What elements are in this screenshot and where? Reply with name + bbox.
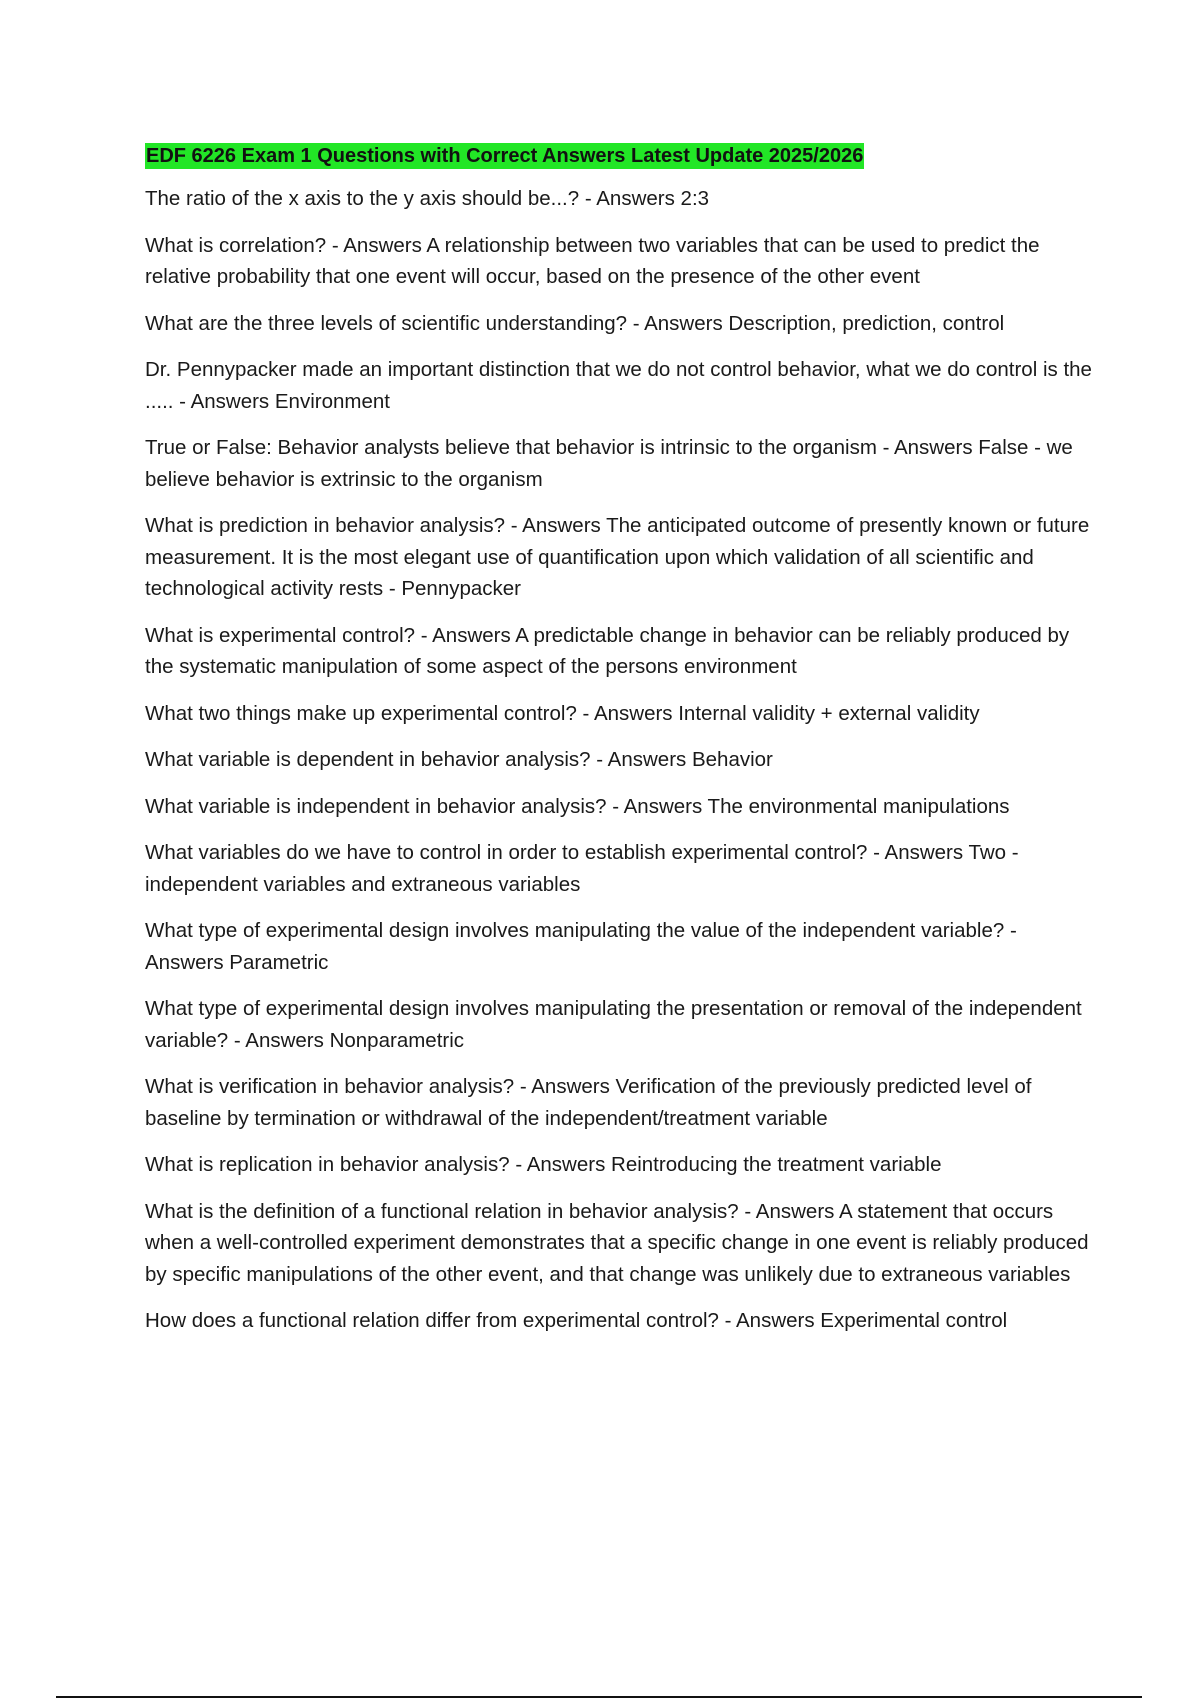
qa-item: What is prediction in behavior analysis? - Answers The anticipated outcome of presently known or future measurement. It is the most elegant use of quantification upon which validation of all scientific and technological activity rests - Pennypacker xyxy=(145,514,1090,600)
qa-item: What is replication in behavior analysis? - Answers Reintroducing the treatment variable xyxy=(145,1153,942,1176)
qa-item: What variable is dependent in behavior analysis? - Answers Behavior xyxy=(145,748,773,771)
document-title: EDF 6226 Exam 1 Questions with Correct Answers Latest Update 2025/2026 xyxy=(146,145,864,167)
qa-list xyxy=(145,183,1095,1337)
bottom-rule xyxy=(56,1696,1142,1698)
qa-item: What variables do we have to control in order to establish experimental control? - Answers Two - independent variables and extraneous variables xyxy=(145,841,1019,896)
qa-item: Dr. Pennypacker made an important distinction that we do not control behavior, what we do control is the ..... - Answers Environment xyxy=(145,358,1092,413)
qa-item: What is verification in behavior analysis? - Answers Verification of the previously predicted level of baseline by termination or withdrawal of the independent/treatment variable xyxy=(145,1075,1032,1130)
qa-item: True or False: Behavior analysts believe that behavior is intrinsic to the organism - Answers False - we believe behavior is extrinsic to the organism xyxy=(145,436,1073,491)
qa-item: What variable is independent in behavior analysis? - Answers The environmental manipulations xyxy=(145,794,1010,818)
qa-item: What is the definition of a functional relation in behavior analysis? - Answers A statement that occurs when a well-controlled experiment demonstrates that a specific change in one event is reliably produced by specific manipulations of the other event, and that change was unlikely due to extraneous variables xyxy=(145,1199,1089,1286)
qa-item: What two things make up experimental control? - Answers Internal validity + external validity xyxy=(145,701,980,725)
qa-item: What type of experimental design involves manipulating the presentation or removal of the independent variable? - Answers Nonparametric xyxy=(145,997,1082,1052)
qa-item: The ratio of the x axis to the y axis should be...? - Answers 2:3 xyxy=(145,187,710,210)
qa-item: What type of experimental design involves manipulating the value of the independent variable? - Answers Parametric xyxy=(145,919,1017,974)
qa-item: What is correlation? - Answers A relationship between two variables that can be used to predict the relative probability that one event will occur, based on the presence of the other event xyxy=(145,233,1040,288)
document-page xyxy=(145,143,1095,1352)
qa-item: How does a functional relation differ from experimental control? - Answers Experimental control xyxy=(145,1309,1008,1332)
qa-item: What are the three levels of scientific understanding? - Answers Description, prediction, control xyxy=(145,311,1005,335)
qa-item: What is experimental control? - Answers A predictable change in behavior can be reliably produced by the systematic manipulation of some aspect of the persons environment xyxy=(145,623,1070,678)
